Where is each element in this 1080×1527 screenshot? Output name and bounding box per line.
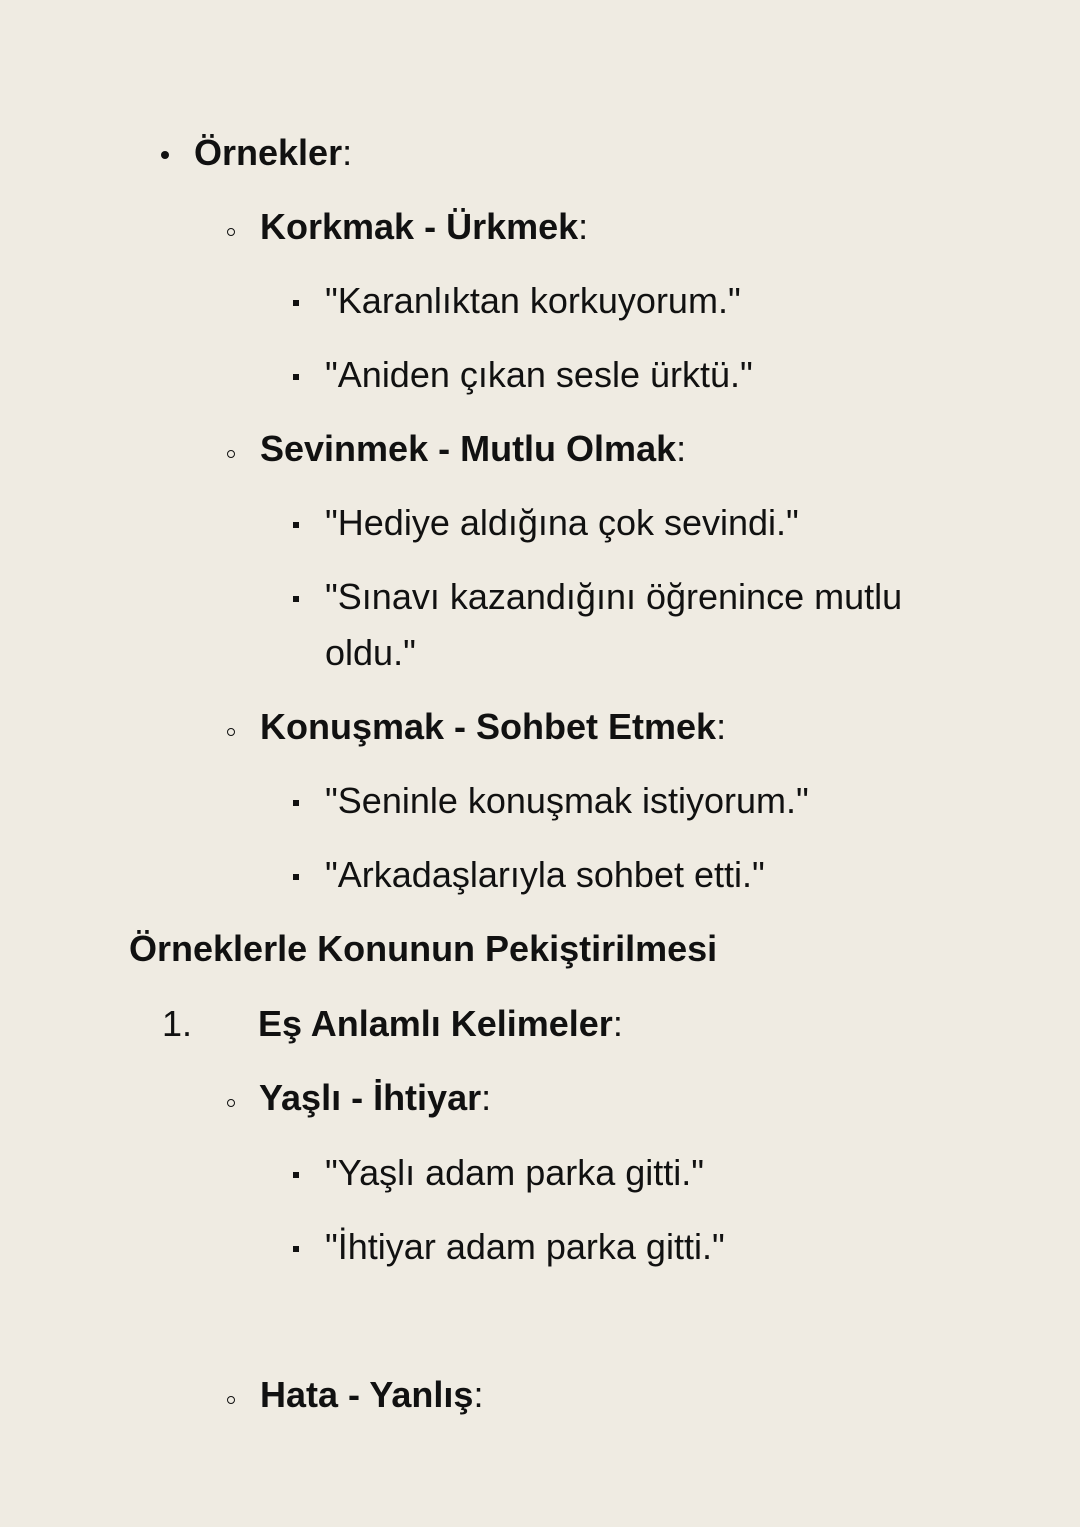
example-sentence: "Karanlıktan korkuyorum.": [325, 280, 741, 321]
item-title: Eş Anlamlı Kelimeler: [258, 1003, 613, 1044]
bullet-square-icon: [293, 596, 299, 602]
term-label: Korkmak - Ürkmek: [260, 206, 579, 247]
section-title: Örneklerle Konunun Pekiştirilmesi: [129, 928, 718, 969]
bullet-circle-icon: [227, 728, 235, 736]
bullet-square-icon: [293, 522, 299, 528]
bullet-dot-icon: [161, 151, 169, 159]
bullet-square-icon: [293, 874, 299, 880]
bullet-circle-icon: [227, 228, 235, 236]
term-label: Yaşlı - İhtiyar: [259, 1077, 482, 1118]
colon: :: [578, 206, 589, 247]
bullet-square-icon: [293, 800, 299, 806]
example-sentence: "Hediye aldığına çok sevindi.": [325, 502, 799, 543]
colon: :: [716, 706, 727, 747]
bullet-circle-icon: [227, 1099, 235, 1107]
example-sentence: "Yaşlı adam parka gitti.": [325, 1152, 705, 1193]
bullet-circle-icon: [227, 450, 235, 458]
colon: :: [473, 1374, 484, 1415]
bullet-square-icon: [293, 1172, 299, 1178]
example-sentence: "Arkadaşlarıyla sohbet etti.": [325, 854, 765, 895]
bullet-square-icon: [293, 1246, 299, 1252]
term-label: Sevinmek - Mutlu Olmak: [260, 428, 677, 469]
colon: :: [342, 132, 353, 173]
item-number: 1.: [162, 1003, 193, 1044]
example-sentence: "Seninle konuşmak istiyorum.": [325, 780, 809, 821]
example-sentence: "İhtiyar adam parka gitti.": [325, 1226, 725, 1267]
bullet-square-icon: [293, 300, 299, 306]
examples-heading: Örnekler: [194, 132, 343, 173]
example-sentence-continuation: oldu.": [325, 632, 416, 673]
bullet-circle-icon: [227, 1396, 235, 1404]
example-sentence: "Sınavı kazandığını öğrenince mutlu: [325, 576, 903, 617]
term-label: Konuşmak - Sohbet Etmek: [260, 706, 717, 747]
example-sentence: "Aniden çıkan sesle ürktü.": [325, 354, 753, 395]
colon: :: [676, 428, 687, 469]
colon: :: [481, 1077, 492, 1118]
bullet-square-icon: [293, 374, 299, 380]
term-label: Hata - Yanlış: [260, 1374, 474, 1415]
colon: :: [612, 1003, 623, 1044]
